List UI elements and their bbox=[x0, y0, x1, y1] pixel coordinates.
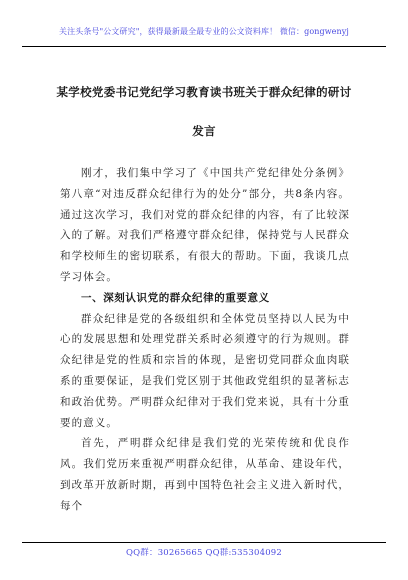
footer-contact: QQ群：30265665 QQ群:535304092 bbox=[125, 548, 283, 558]
header-divider bbox=[22, 46, 386, 47]
document-body bbox=[60, 163, 350, 517]
paragraph: 首先，严明群众纪律是我们党的光荣传统和优良作风。我们党历来重视严明群众纪律，从革命、建设年代，到改革开放新时期，再到中国特色社会主义进入新时代，每个 bbox=[60, 437, 350, 512]
header-note: 关注头条号"公文研究"，获得最新最全最专业的公文资料库！ 微信：gongwenyj bbox=[59, 27, 349, 36]
paragraph: 刚才，我们集中学习了《中国共产党纪律处分条例》第八章“对违反群众纪律行为的处分”部分，共8条内容。通过这次学习，我们对党的群众纪律的内容，有了比较深入的了解。对我们严格遵守群众纪律，保持党与人民群众和学校师生的密切联系，有很大的帮助。下面，我谈几点学习体会。 bbox=[60, 167, 350, 283]
paragraph: 群众纪律是党的各级组织和全体党员坚持以人民为中心的发展思想和处理党群关系时必须遵守的行为规则。群众纪律是党的性质和宗旨的体现，是密切党同群众血肉联系的重要保证，是我们党区别于其他政党组织的显著标志和政治优势。严明群众纪律对于我们党来说，具有十分重要的意义。 bbox=[60, 312, 350, 429]
section-heading: 一、深刻认识党的群众纪律的重要意义 bbox=[81, 291, 270, 304]
footer-divider bbox=[22, 542, 386, 543]
document-title: 某学校党委书记党纪学习教育读书班关于群众纪律的研讨 bbox=[56, 85, 352, 99]
document-title-continued: 发言 bbox=[192, 124, 216, 138]
